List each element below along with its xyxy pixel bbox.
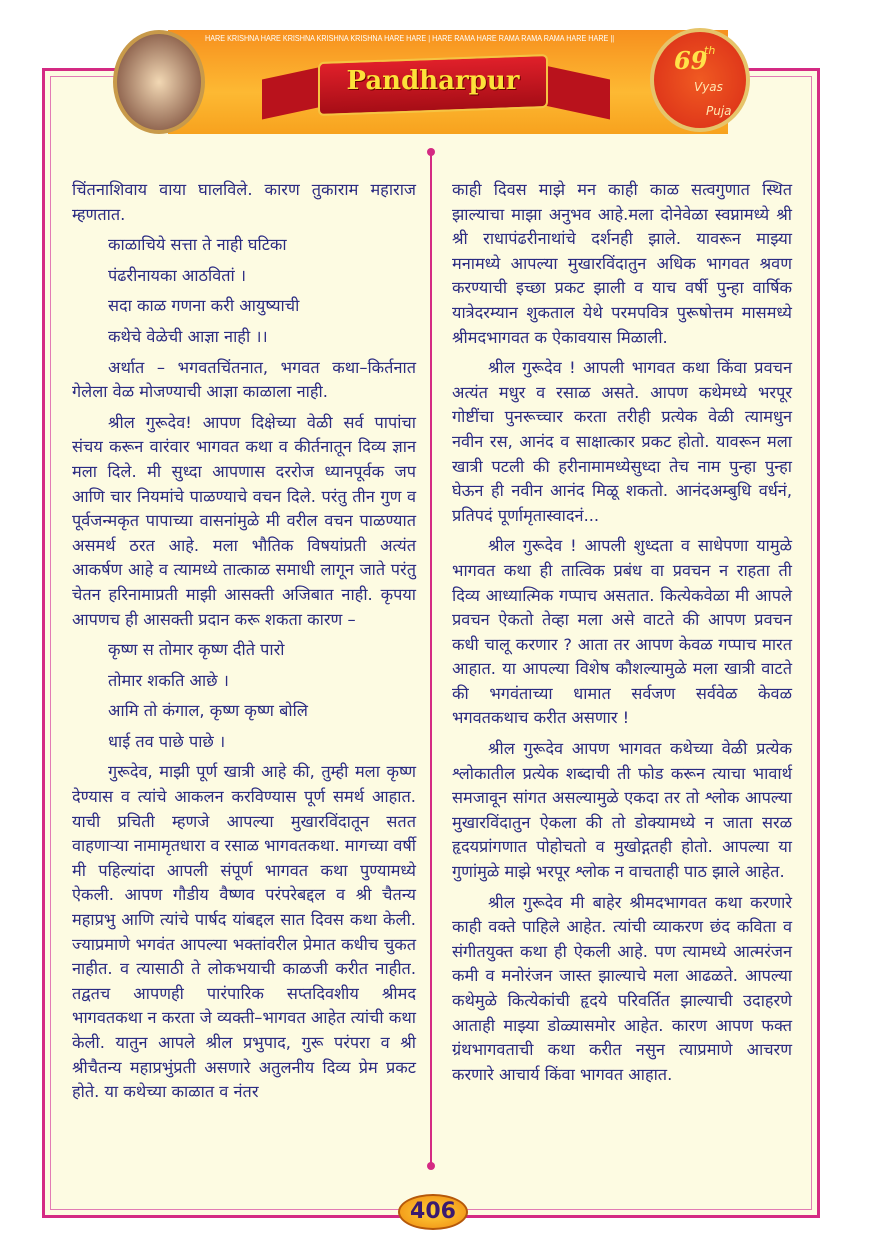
column-divider xyxy=(430,152,432,1164)
deity-image-medallion xyxy=(113,30,205,134)
paragraph: श्रील गुरूदेव ! आपली भागवत कथा किंवा प्रवचन अत्यंत मधुर व रसाळ असते. आपण कथेमध्ये भरपूर गोष्टींचा पुनरूच्चार करता तरीही प्रत्येक वेळी त्यामधुन नवीन रस, आनंद व साक्षात्कार प्रकट होतो. यावरून मला खात्री पटली की हरीनामामध्येसुध्दा तेच नाम पुन्हा पुन्हा घेऊन ही नवीन आनंद मिळू शकतो. आनंदअम्बुधि वर्धनं, प्रतिपदं पूर्णामृतास्वादनं... xyxy=(452,358,792,525)
paragraph: अर्थात – भगवतचिंतनात, भगवत कथा–किर्तनात गेलेला वेळ मोजण्याची आज्ञा काळाला नाही. xyxy=(72,357,416,402)
paragraph: काही दिवस माझे मन काही काळ सत्वगुणात स्थित झाल्याचा माझा अनुभव आहे.मला दोनेवेळा स्वप्नामध्ये श्री श्री राधापंढरीनाथांचे दर्शनही झाले. यावरून माझ्या मनामध्ये आपल्या मुखारविंदातुन अधिक भागवत श्रवण करण्याची इच्छा प्रकट झाली व याच वर्षी पुन्हा वार्षिक यात्रेदरम्यान शुकताल येथे परमपवित्र पुरूषोत्तम मासमध्ये श्रीमदभागवत क ऐकावयास मिळाली. xyxy=(452,180,792,347)
divider-dot-top xyxy=(427,148,435,156)
mantra-text: HARE KRISHNA HARE KRISHNA KRISHNA KRISHNA HARE HARE | HARE RAMA HARE RAMA RAMA RAMA HARE HARE || xyxy=(205,33,615,43)
verse-line: आमि तो कंगाल, कृष्ण कृष्ण बोलि xyxy=(108,701,308,721)
badge-line2: Puja xyxy=(706,104,732,118)
header-title: Pandharpur xyxy=(346,66,520,96)
badge-number: 69 xyxy=(674,46,708,75)
vyas-puja-badge xyxy=(650,28,750,132)
verse-line: सदा काळ गणना करी आयुष्याची xyxy=(108,296,300,316)
paragraph: गुरूदेव, माझी पूर्ण खात्री आहे की, तुम्ही मला कृष्ण देण्यास व त्यांचे आकलन करविण्यास पूर्ण समर्थ आहात. याची प्रचिती म्हणजे आपल्या मुखारविंदातून सतत वाहणाऱ्या नामामृतधारा व रसाळ भागवतकथा. मागच्या वर्षी मी पहिल्यांदा आपली संपूर्ण भागवत कथा पुण्यामध्ये ऐकली. आपण गौडीय वैष्णव परंपरेबद्दल व श्री चैतन्य महाप्रभु आणि त्यांचे पार्षद यांबद्दल सात दिवस कथा केली. ज्याप्रमाणे भगवंत आपल्या भक्तांवरील प्रेमात कधीच चुकत नाहीत. व त्यासाठी ते लोकभयाची काळजी करीत नाहीत. तद्वतच आपणही पारंपारिक सप्तदिवशीय श्रीमद भागवतकथा न करता जे व्यक्ती–भागवत आहेत त्यांची कथा केली. यातुन आपले श्रील प्रभुपाद, गुरू परंपरा व श्री श्रीचैतन्य महाप्रभुंप्रती असणारे अतुलनीय दिव्य प्रेम प्रकट होते. या कथेच्या काळात व नंतर xyxy=(72,762,416,1102)
left-column xyxy=(72,178,416,1105)
verse-line: कथेचे वेळेची आज्ञा नाही ।। xyxy=(108,326,268,346)
paragraph: श्रील गुरूदेव मी बाहेर श्रीमदभागवत कथा करणारे काही वक्ते पाहिले आहेत. त्यांची व्याकरण छंद कविता व संगीतयुक्त कथा ही ऐकली आहे. पण त्यामध्ये आत्मरंजन कमी व मनोरंजन जास्त झाल्याचे मला आढळते. आपल्या कथेमुळे कित्येकांची हृदये परिवर्तित झाल्याची उदाहरणे आताही माझ्या डोळ्यासमोर आहेत. कारण आपण फक्त ग्रंथभागवताची कथा करीत नसुन त्याप्रमाणे आचरण करणारे आचार्य किंवा भागवत आहात. xyxy=(452,892,792,1084)
verse-line: पंढरीनायका आठवितां । xyxy=(108,265,247,285)
badge-line1: Vyas xyxy=(694,80,723,94)
divider-dot-bottom xyxy=(427,1162,435,1170)
badge-suffix: th xyxy=(704,44,716,57)
paragraph: चिंतनाशिवाय वाया घालविले. कारण तुकाराम महाराज म्हणतात. xyxy=(72,180,416,224)
verse-line: धाई तव पाछे पाछे । xyxy=(108,731,226,751)
paragraph: श्रील गुरूदेव आपण भागवत कथेच्या वेळी प्रत्येक श्लोकातील प्रत्येक शब्दाची ती फोड करून त्याचा भावार्थ समजावून सांगत असल्यामुळे एकदा तर तो श्लोक आपल्या मुखारविंदातुन ऐकला की तो डोक्यामध्ये न जाता सरळ हृदयप्रांगणात पोहोचतो व मुखोद्गतही होतो. आपल्या या गुणांमुळे माझे भरपूर श्लोक न वाचताही पाठ झाले आहेत. xyxy=(452,739,792,882)
page-number: 406 xyxy=(398,1194,468,1230)
verse-line: कृष्ण स तोमार कृष्ण दीते पारो xyxy=(108,640,285,660)
right-column xyxy=(452,178,792,1087)
verse-line: तोमार शकति आछे । xyxy=(108,670,229,690)
paragraph: श्रील गुरूदेव ! आपली शुध्दता व साधेपणा यामुळे भागवत कथा ही तात्विक प्रबंध वा प्रवचन न राहता ती दिव्य आध्यात्मिक गप्पाच असतात. कित्येकवेळा मी आपले प्रवचन ऐकतो तेव्हा मला असे वाटते की आपण प्रवचन कधी चालू करणार ? आता तर आपण केवळ गप्पाच मारत आहात. या आपल्या विशेष कौशल्यामुळे मला खात्री वाटते की भगवंताच्या धामात सर्वजण सर्ववेळ केवळ भगवतकथाच करीत असणार ! xyxy=(452,536,792,728)
paragraph: श्रील गुरूदेव! आपण दिक्षेच्या वेळी सर्व पापांचा संचय करून वारंवार भागवत कथा व कीर्तनातून दिव्य ज्ञान मला दिले. मी सुध्दा आपणास दररोज ध्यानपूर्वक जप आणि चार नियमांचे पाळण्याचे वचन दिले. परंतु तीन गुण व पूर्वजन्मकृत पापाच्या वासनांमुळे मी वरील वचन पाळण्यात असमर्थ ठरत आहे. मला भौतिक विषयांप्रती अत्यंत आकर्षण आहे व त्यामध्ये तात्काळ समाधी लागून जाते परंतु चेतन हरिनामाप्रती माझी आसक्ती अजिबात नाही. कृपया आपणच ही आसक्ती प्रदान करू शकता कारण – xyxy=(72,412,416,629)
verse-line: काळाचिये सत्ता ते नाही घटिका xyxy=(108,235,287,255)
